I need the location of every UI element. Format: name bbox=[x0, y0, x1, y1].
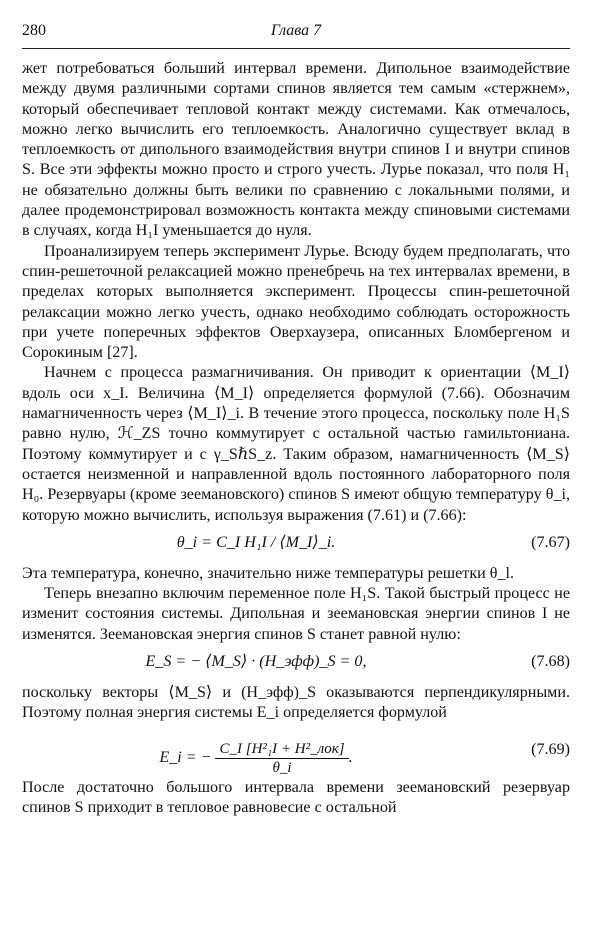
equation-7-68-number: (7.68) bbox=[531, 653, 570, 671]
equation-7-69-denominator: θ_i bbox=[272, 759, 292, 776]
paragraph-1: жет потребоваться больший интервал времени. Дипольное взаимодействие между двумя различными сортами спинов является тем самым «стержнем», который обеспечивает тепловой контакт между системами. Как отмечалось, можно легко вычислить его теплоемкость. Аналогично существует вклад в теплоемкость от дипольного взаимодействия внутри спинов I и внутри спинов S. Все эти эффекты можно просто и строго учесть. Лурье показал, что поля H₁ не обязательно должны быть велики по сравнению с локальными полями, и далее продемонстрировал возможность контакта между спиновыми системами в случаях, когда H₁I уменьшается до нуля. bbox=[22, 60, 570, 240]
running-title: Глава 7 bbox=[270, 22, 322, 39]
equation-7-67-number: (7.67) bbox=[531, 533, 570, 551]
equation-7-69 bbox=[22, 728, 570, 774]
book-page bbox=[22, 22, 570, 818]
equation-7-68-expression: E_S = − ⟨M_S⟩ · (H_эфф)_S = 0, bbox=[145, 653, 367, 671]
equation-7-69-numerator: C_I [H²₁I + H²_лок] bbox=[215, 740, 348, 759]
paragraph-5: Теперь внезапно включим переменное поле H₁S. Такой быстрый процесс не изменит состояния системы. Дипольная и зеемановская энергии спинов I не изменятся. Зеемановская энергия спинов S станет равной нулю: bbox=[22, 585, 570, 643]
page-number: 280 bbox=[22, 22, 46, 39]
equation-7-67 bbox=[22, 530, 570, 560]
paragraph-7: После достаточно большого интервала времени зеемановский резервуар спинов S приходит в тепловое равновесие с остальной bbox=[22, 778, 570, 816]
paragraph-2: Проанализируем теперь эксперимент Лурье. Всюду будем предполагать, что спин-решеточной релаксацией можно пренебречь на тех интервалах времени, в пределах которых выполняется эксперимент. Процессы спин-решеточной релаксации можно легко учесть, однако необходимо соблюдать осторожность при учете поперечных эффектов Оверхаузера, описанных Бломбергеном и Сорокиным [27]. bbox=[22, 242, 570, 362]
equation-7-69-number: (7.69) bbox=[531, 740, 570, 758]
header-rule bbox=[22, 48, 570, 49]
paragraph-4: Эта температура, конечно, значительно ниже температуры решетки θ_l. bbox=[22, 564, 515, 582]
equation-7-68 bbox=[22, 649, 570, 679]
equation-7-69-fraction bbox=[215, 740, 348, 777]
body-text bbox=[22, 59, 570, 818]
equation-7-69-tail: . bbox=[348, 748, 353, 766]
page-header bbox=[22, 22, 570, 44]
equation-7-69-expression bbox=[22, 740, 490, 777]
paragraph-6: поскольку векторы ⟨M_S⟩ и (H_эфф)_S оказываются перпендикулярными. Поэтому полная энергия системы E_i определяется формулой bbox=[22, 684, 570, 722]
equation-7-67-expression: θ_i = C_I H₁I / ⟨M_I⟩_i. bbox=[176, 533, 336, 551]
equation-7-69-lhs: E_i = − bbox=[159, 748, 212, 766]
paragraph-3: Начнем с процесса размагничивания. Он приводит к ориентации ⟨M_I⟩ вдоль оси x_I. Величина ⟨M_I⟩ определяется формулой (7.66). Обозначим намагниченность через ⟨M_I⟩_i. В течение этого процесса, поскольку поле H₁S равно нулю, ℋ_ZS точно коммутирует с остальной частью гамильтониана. Поэтому коммутирует и с γ_SℏS_z. Таким образом, намагниченность ⟨M_S⟩ остается неизменной и направленной вдоль постоянного лабораторного поля H₀. Резервуары (кроме зеемановского) спинов S имеют общую температуру θ_i, которую можно вычислить, используя выражения (7.61) и (7.66): bbox=[22, 364, 570, 524]
